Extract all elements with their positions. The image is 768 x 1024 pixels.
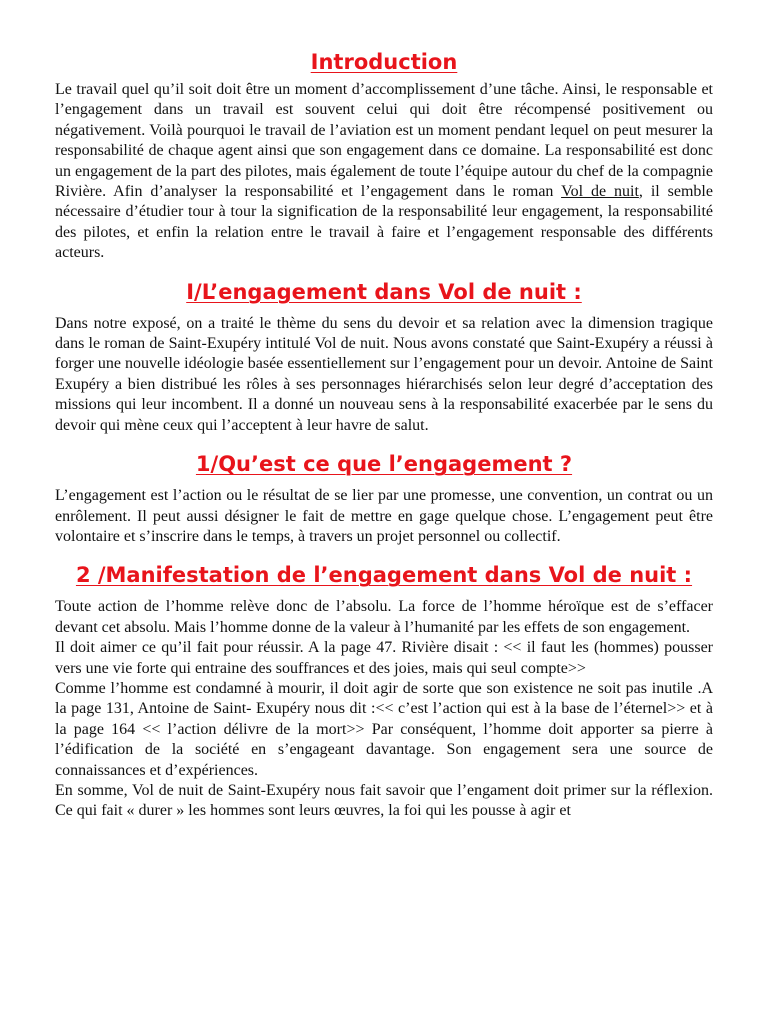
introduction-heading: Introduction xyxy=(310,50,458,74)
section-manifestation-paragraph-2: Il doit aimer ce qu’il fait pour réussir. A la page 47. Rivière disait : << il faut les (hommes) pousser vers une vie forte qui entraine des souffrances et des joies, mais qui seul compte>> xyxy=(55,639,713,677)
introduction-text-before: Le travail quel qu’il soit doit être un moment d’accomplissement d’une tâche. Ainsi, le responsable et l’engagement dans un travail est souvent celui qui doit être récompensé positivement ou négativement. Voilà pourquoi le travail de l’aviation est un moment pendant lequel on peut mesurer la responsabilité de chaque agent ainsi que son engagement dans ce domaine. La responsabilité est donc un engagement de la part des pilotes, mais également de toute l’équipe autour du chef de la compagnie Rivière. Afin d’analyser la responsabilité et l’engagement dans le roman xyxy=(55,81,713,201)
novel-title: Vol de nuit xyxy=(561,183,639,201)
section-manifestation-paragraph-4: En somme, Vol de nuit de Saint-Exupéry nous fait savoir que l’engament doit primer sur la réflexion. Ce qui fait « durer » les hommes sont leurs œuvres, la foi qui les pousse à agir et xyxy=(55,781,713,820)
section-definition-heading: 1/Qu’est ce que l’engagement ? xyxy=(195,452,573,477)
introduction-paragraph xyxy=(55,80,713,264)
document-body xyxy=(55,48,713,822)
section-definition-paragraph: L’engagement est l’action ou le résultat de se lier par une promesse, une convention, un contrat ou un enrôlement. Il peut aussi désigner le fait de mettre en gage quelque chose. L’engagement peut être volontaire et s’inscrire dans le temps, à travers un projet personnel ou collectif. xyxy=(55,487,713,545)
section-manifestation-paragraph-3: Comme l’homme est condamné à mourir, il doit agir de sorte que son existence ne soit pas inutile .A la page 131, Antoine de Saint- Exupéry nous dit :<< c’est l’action qui est à la base de l’éternel>> et à la page 164 << l’action délivre de la mort>> Par conséquent, l’homme doit apporter sa pierre à l’édification de la société en s’engageant davantage. Son engagement sera une source de connaissances et d’expériences. xyxy=(55,679,713,779)
introduction-text-after: , il semble nécessaire d’étudier tour à tour la signification de la responsabilité leur engagement, la responsabilité des pilotes, et enfin la relation entre le travail à faire et l’engagement responsable des différents acteurs. xyxy=(55,183,713,262)
section-engagement-heading: I/L’engagement dans Vol de nuit : xyxy=(186,279,582,304)
section-engagement-paragraph: Dans notre exposé, on a traité le thème du sens du devoir et sa relation avec la dimension tragique dans le roman de Saint-Exupéry intitulé Vol de nuit. Nous avons constaté que Saint-Exupéry a réussi à forger une nouvelle idéologie basée essentiellement sur l’engagement pour un devoir. Antoine de Saint Exupéry a bien distribué les rôles à ses personnages hiérarchisés selon leur degré d’acceptation des missions qui leur incombent. Il a donné un nouveau sens à la responsabilité exacerbée par le sens du devoir qui mène ceux qui l’acceptent à leur havre de salut. xyxy=(55,314,713,434)
section-manifestation-paragraph-1: Toute action de l’homme relève donc de l’absolu. La force de l’homme héroïque est de s’effacer devant cet absolu. Mais l’homme donne de la valeur à l’humanité par les effets de son engagement. xyxy=(55,598,713,636)
section-manifestation-heading: 2 /Manifestation de l’engagement dans Vol de nuit : xyxy=(75,563,693,588)
